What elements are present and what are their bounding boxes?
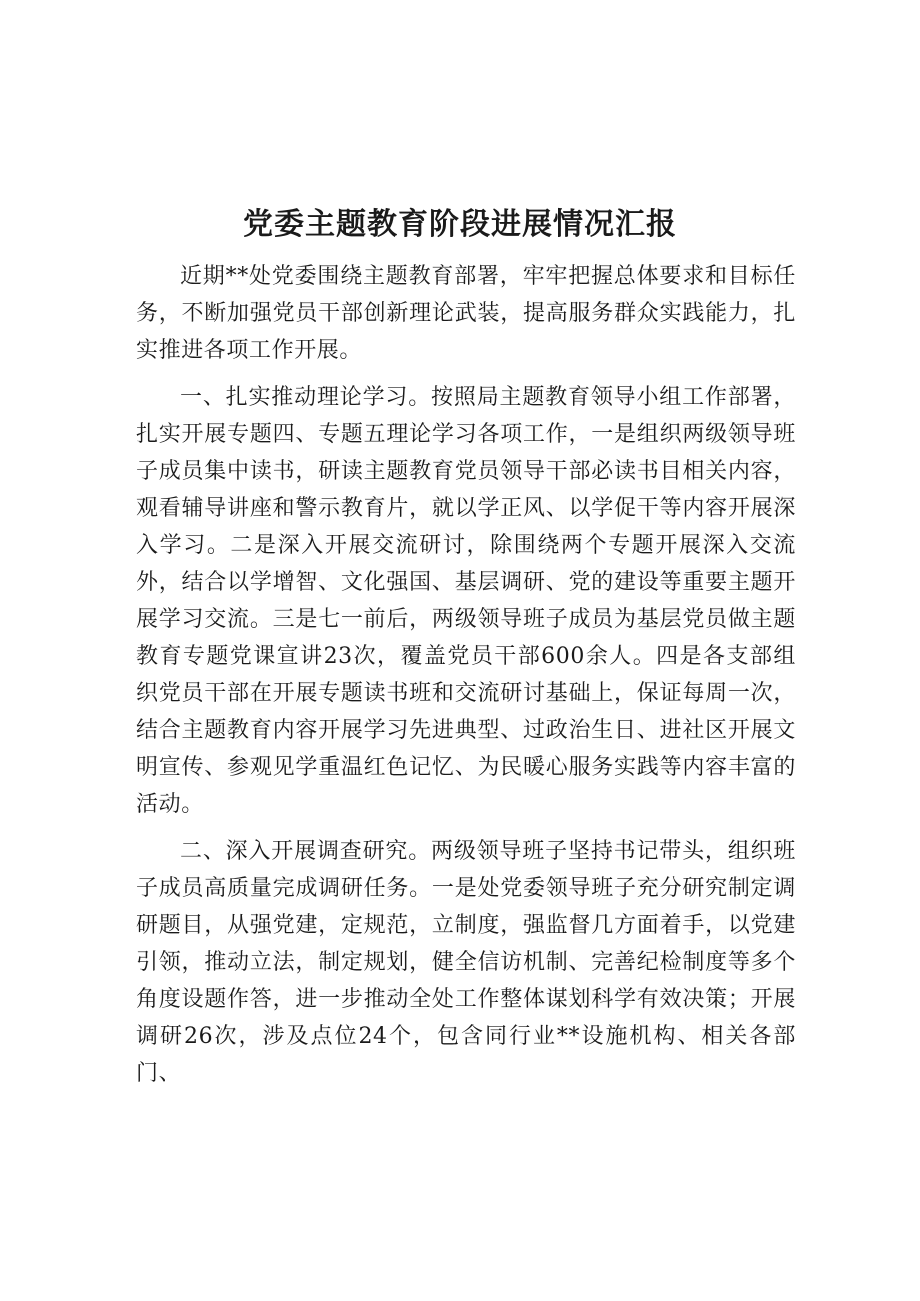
document-body xyxy=(136,258,796,1102)
paragraph-investigation: 二、深入开展调查研究。两级领导班子坚持书记带头，组织班子成员高质量完成调研任务。一是处党委领导班子充分研究制定调研题目，从强党建，定规范，立制度，强监督几方面着手，以党建引领，推动立法，制定规划，健全信访机制、完善纪检制度等多个角度设题作答，进一步推动全处工作整体谋划科学有效决策；开展调研26次，涉及点位24个，包含同行业**设施机构、相关各部门、 xyxy=(136,839,796,1086)
paragraph-intro: 近期**处党委围绕主题教育部署，牢牢把握总体要求和目标任务，不断加强党员干部创新理论武装，提高服务群众实践能力，扎实推进各项工作开展。 xyxy=(136,264,796,363)
document-title: 党委主题教育阶段进展情况汇报 xyxy=(243,207,677,242)
paragraph-theory-study: 一、扎实推动理论学习。按照局主题教育领导小组工作部署，扎实开展专题四、专题五理论学习各项工作，一是组织两级领导班子成员集中读书，研读主题教育党员领导干部必读书目相关内容，观看辅导讲座和警示教育片，就以学正风、以学促干等内容开展深入学习。二是深入开展交流研讨，除围绕两个专题开展深入交流外，结合以学增智、文化强国、基层调研、党的建设等重要主题开展学习交流。三是七一前后，两级领导班子成员为基层党员做主题教育专题党课宣讲23次，覆盖党员干部600余人。四是各支部组织党员干部在开展专题读书班和交流研讨基础上，保证每周一次，结合主题教育内容开展学习先进典型、过政治生日、进社区开展文明宣传、参观见学重温红色记忆、为民暖心服务实践等内容丰富的活动。 xyxy=(136,385,796,817)
